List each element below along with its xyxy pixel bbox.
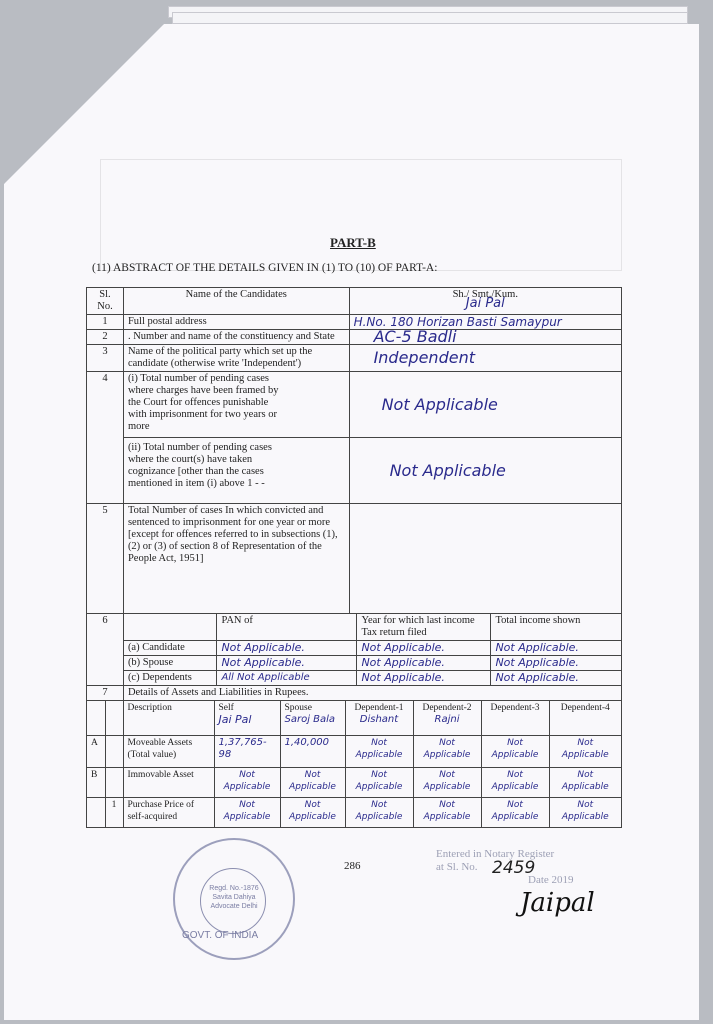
spouse-name: Saroj Bala	[284, 714, 336, 725]
self-header: Self	[218, 703, 234, 713]
income-value: Not Applicable.	[491, 641, 621, 656]
candidate-name: Jai Pal	[465, 296, 505, 311]
asset-dep3: Not Applicable	[481, 797, 549, 827]
row-number: 1	[87, 315, 124, 330]
income-value: Not Applicable.	[491, 656, 621, 671]
pan-value: Not Applicable.	[217, 641, 357, 656]
row-label: Name of the political party which set up the candidate (otherwise write 'Independent')	[123, 345, 349, 372]
row-label: Details of Assets and Liabilities in Rupees.	[123, 686, 621, 701]
asset-dep3: Not Applicable	[481, 767, 549, 797]
dep1-header: Dependent-1	[354, 703, 404, 713]
pan-subtable	[124, 614, 621, 685]
sh-smt-label: Sh./ Smt./Kum.	[452, 289, 518, 300]
spouse-header: Spouse	[284, 703, 312, 713]
pan-row-label: (b) Spouse	[124, 656, 217, 671]
table-row	[87, 315, 622, 330]
pan-value: All Not Applicable	[217, 671, 357, 686]
asset-dep2: Not Applicable	[413, 797, 481, 827]
row-number: 3	[87, 345, 124, 372]
sh-smt-header	[349, 288, 621, 315]
pending-cases-value: Not Applicable	[349, 372, 621, 438]
page-number: 286	[344, 860, 361, 872]
pan-header: PAN of	[217, 614, 357, 641]
pan-value: Not Applicable.	[217, 656, 357, 671]
asset-dep3: Not Applicable	[481, 735, 549, 767]
row-label: . Number and name of the constituency and State	[123, 330, 349, 345]
seal-inner-text: Regd. No.-1876 Savita Dahiya Advocate Delhi	[209, 885, 259, 910]
table-row	[87, 614, 622, 686]
year-value: Not Applicable.	[357, 641, 491, 656]
details-table	[86, 287, 622, 828]
paper-stack-edge-2	[172, 12, 688, 24]
seal-outer-text: GOVT. OF INDIA	[182, 930, 259, 941]
asset-number: 1	[105, 797, 123, 827]
entered-date: Date 2019	[528, 874, 574, 886]
asset-description: Purchase Price of self-acquired	[123, 797, 214, 827]
constituency-value: AC-5 Badli	[349, 330, 621, 345]
part-b-heading: PART-B	[330, 235, 376, 250]
row-label: (ii) Total number of pending cases where the court(s) have taken cognizance [other than the cases mentioned in item (i) above 1 - -	[123, 438, 349, 504]
asset-letter: A	[87, 735, 105, 767]
row-label: Total Number of cases In which convicted and sentenced to imprisonment for one year or more [except for offences referred to in subsections (1), (2) or (3) of section 8 of Representation of the People Act, 1951]	[123, 504, 349, 614]
pan-row-dependents	[124, 671, 621, 686]
pan-row-candidate	[124, 641, 621, 656]
pan-header-row	[124, 614, 621, 641]
table-row	[87, 686, 622, 701]
row-number: 2	[87, 330, 124, 345]
asset-dep1: Not Applicable	[345, 767, 413, 797]
asset-dep2: Not Applicable	[413, 735, 481, 767]
row-number: 4	[87, 372, 124, 504]
row-label: (i) Total number of pending cases where charges have been framed by the Court for offences punishable with imprisonment for two years or more	[123, 372, 349, 438]
asset-spouse: Not Applicable	[280, 797, 345, 827]
assets-row-a	[87, 735, 621, 767]
dep3-header: Dependent-3	[481, 701, 549, 735]
abstract-line: (11) ABSTRACT OF THE DETAILS GIVEN IN (1) TO (10) OF PART-A:	[92, 262, 438, 274]
signature: Jaipal	[520, 888, 595, 918]
assets-row-b1	[87, 797, 621, 827]
name-header: Name of the Candidates	[123, 288, 349, 315]
asset-description: Moveable Assets (Total value)	[123, 735, 214, 767]
dep4-header: Dependent-4	[549, 701, 621, 735]
postal-address-value: H.No. 180 Horizan Basti Samaypur	[349, 315, 621, 330]
description-header: Description	[123, 701, 214, 735]
asset-self: Not Applicable	[214, 797, 280, 827]
asset-dep4: Not Applicable	[549, 767, 621, 797]
asset-description: Immovable Asset	[123, 767, 214, 797]
assets-row	[87, 701, 622, 828]
assets-header-row	[87, 701, 621, 735]
asset-spouse: Not Applicable	[280, 767, 345, 797]
asset-self: Not Applicable	[214, 767, 280, 797]
pan-row-label: (c) Dependents	[124, 671, 217, 686]
row-number: 5	[87, 504, 124, 614]
asset-dep1: Not Applicable	[345, 797, 413, 827]
table-row	[87, 504, 622, 614]
row-number: 6	[87, 614, 124, 686]
bleed-through-table	[100, 159, 622, 271]
entered-line-2: at Sl. No.	[436, 861, 478, 873]
dep2-name: Rajni	[434, 714, 460, 725]
table-row	[87, 345, 622, 372]
register-number: 2459	[492, 858, 536, 878]
sl-no-header: Sl. No.	[87, 288, 124, 315]
pan-row-spouse	[124, 656, 621, 671]
year-value: Not Applicable.	[357, 656, 491, 671]
row-number: 7	[87, 686, 124, 701]
asset-dep4: Not Applicable	[549, 735, 621, 767]
row-label: Full postal address	[123, 315, 349, 330]
income-header: Total income shown	[491, 614, 621, 641]
asset-dep4: Not Applicable	[549, 797, 621, 827]
asset-self: 1,37,765-98	[214, 735, 280, 767]
asset-letter: B	[87, 767, 105, 797]
convicted-cases-value	[349, 504, 621, 614]
assets-subtable	[87, 701, 621, 827]
entered-line-1: Entered in Notary Register	[436, 848, 555, 860]
year-header: Year for which last income Tax return filed	[357, 614, 491, 641]
table-row	[87, 330, 622, 345]
income-value: Not Applicable.	[491, 671, 621, 686]
asset-dep2: Not Applicable	[413, 767, 481, 797]
dep2-header: Dependent-2	[422, 703, 472, 713]
self-name: Jai Pal	[218, 713, 252, 726]
assets-row-b	[87, 767, 621, 797]
year-value: Not Applicable.	[357, 671, 491, 686]
table-row	[87, 438, 622, 504]
dep1-name: Dishant	[359, 714, 399, 725]
table-row	[87, 372, 622, 438]
table-header-row	[87, 288, 622, 315]
asset-spouse: 1,40,000	[280, 735, 345, 767]
pan-row-label: (a) Candidate	[124, 641, 217, 656]
cognizance-cases-value: Not Applicable	[349, 438, 621, 504]
party-value: Independent	[349, 345, 621, 372]
asset-dep1: Not Applicable	[345, 735, 413, 767]
